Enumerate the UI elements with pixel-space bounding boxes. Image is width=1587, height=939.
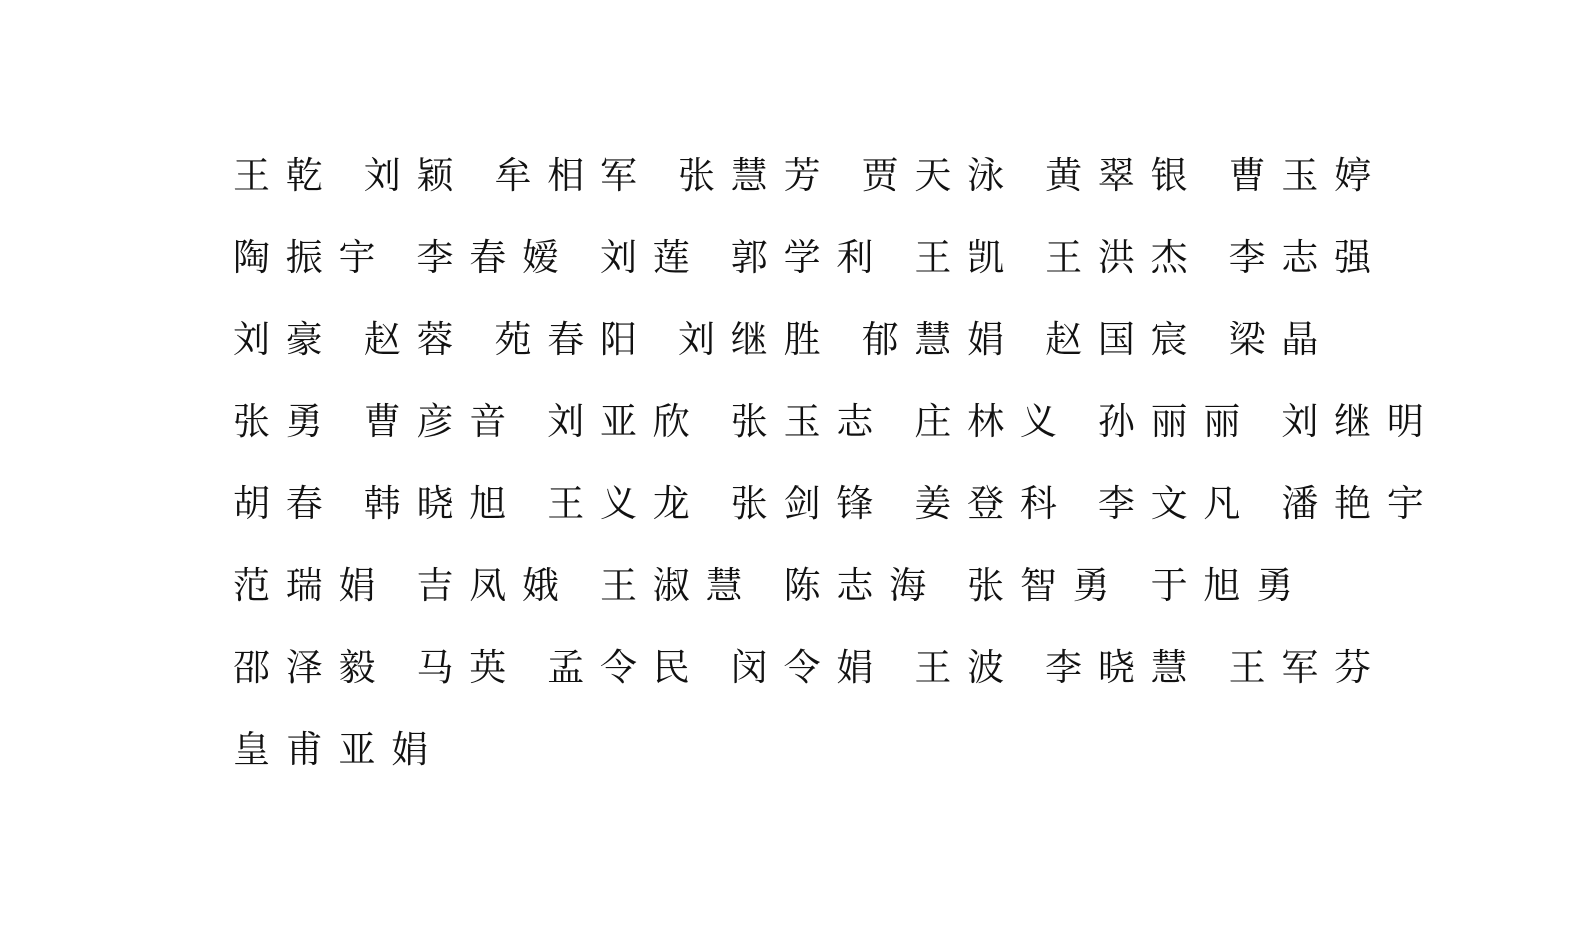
- name-list-line: 刘 豪 赵 蓉 苑 春 阳 刘 继 胜 郁 慧 娟 赵 国 宸 梁 晶: [233, 318, 1321, 361]
- name-list: [233, 135, 1426, 791]
- name-list-line: 张 勇 曹 彦 音 刘 亚 欣 张 玉 志 庄 林 义 孙 丽 丽 刘 继 明: [233, 400, 1426, 443]
- name-list-line: 范 瑞 娟 吉 凤 娥 王 淑 慧 陈 志 海 张 智 勇 于 旭 勇: [233, 564, 1296, 607]
- name-list-line: 王 乾 刘 颖 牟 相 军 张 慧 芳 贾 天 泳 黄 翠 银 曹 玉 婷: [233, 154, 1374, 197]
- name-list-line: 邵 泽 毅 马 英 孟 令 民 闵 令 娟 王 波 李 晓 慧 王 军 芬: [233, 646, 1374, 689]
- name-list-line: 皇 甫 亚 娟: [233, 728, 431, 771]
- name-list-line: 陶 振 宇 李 春 嫒 刘 莲 郭 学 利 王 凯 王 洪 杰 李 志 强: [233, 236, 1374, 279]
- name-list-line: 胡 春 韩 晓 旭 王 义 龙 张 剑 锋 姜 登 科 李 文 凡 潘 艳 宇: [233, 482, 1426, 525]
